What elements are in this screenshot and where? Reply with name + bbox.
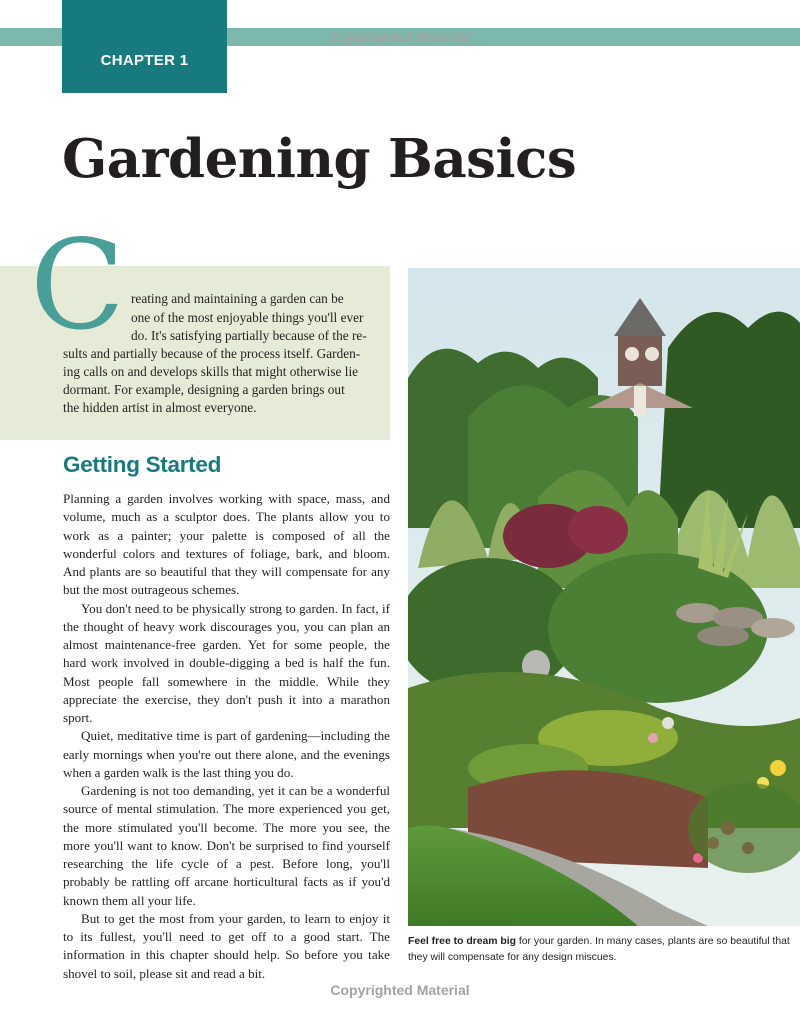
intro-line: reating and maintaining a garden can be	[131, 291, 344, 306]
garden-photo	[408, 268, 800, 926]
intro-line: one of the most enjoyable things you'll ever	[131, 310, 364, 325]
body-paragraph: Gardening is not too demanding, yet it can be a wonderful source of mental stimulation. The more experienced you get, the more stimulated you'll become. The more you see, the more you'll want to know. Don't be surprised to find yourself researching the life cycle of a pest. Before long, you'll probably be rattling off arcane horticultural facts as if you'd known them all your life.	[63, 783, 390, 908]
watermark-top: Copyrighted Material	[330, 29, 470, 45]
body-paragraph: Quiet, meditative time is part of gardening—including the early mornings when you're out there alone, and the evenings when a garden walk is the last thing you do.	[63, 728, 390, 780]
caption-text: for your garden. In many cases, plants are so beautiful that they will compensate for any design miscues.	[408, 936, 790, 963]
intro-line: sults and partially because of the process itself. Garden-	[63, 346, 361, 361]
chapter-tab: CHAPTER 1	[62, 0, 227, 93]
intro-line: do. It's satisfying partially because of the re-	[131, 328, 367, 343]
body-paragraph: You don't need to be physically strong to garden. In fact, if the thought of heavy work discourages you, you can plan an almost maintenance-free garden. Yet for some people, the hard work involved in double-digging a bed is half the fun. Most people fall somewhere in the middle. While they appreciate the exercise, they don't push it into a marathon sport.	[63, 600, 390, 725]
garden-photo-icon	[408, 268, 800, 926]
body-text	[63, 490, 390, 983]
intro-line: ing calls on and develops skills that might otherwise lie	[63, 364, 359, 379]
caption-bold: Feel free to dream big	[408, 936, 516, 947]
body-paragraph: Planning a garden involves working with space, mass, and volume, much as a sculptor does. The plants allow you to work as a painter; your palette is composed of all the wonderful colors and textures of foliage, bark, and bloom. And plants are so beautiful that they will compensate for any but the most outrageous schemes.	[63, 491, 390, 598]
intro-line: the hidden artist in almost everyone.	[63, 400, 257, 415]
photo-caption	[408, 934, 800, 966]
section-heading: Getting Started	[63, 452, 222, 477]
body-paragraph: But to get the most from your garden, to learn to enjoy it to its fullest, you'll need to get off to a good start. The information in this chapter should help. So before you take shovel to soil, please sit and read a bit.	[63, 910, 390, 981]
intro-line: dormant. For example, designing a garden brings out	[63, 382, 345, 397]
watermark-bottom: Copyrighted Material	[330, 982, 470, 998]
page-title: Gardening Basics	[62, 128, 577, 190]
drop-cap: C	[30, 214, 125, 358]
